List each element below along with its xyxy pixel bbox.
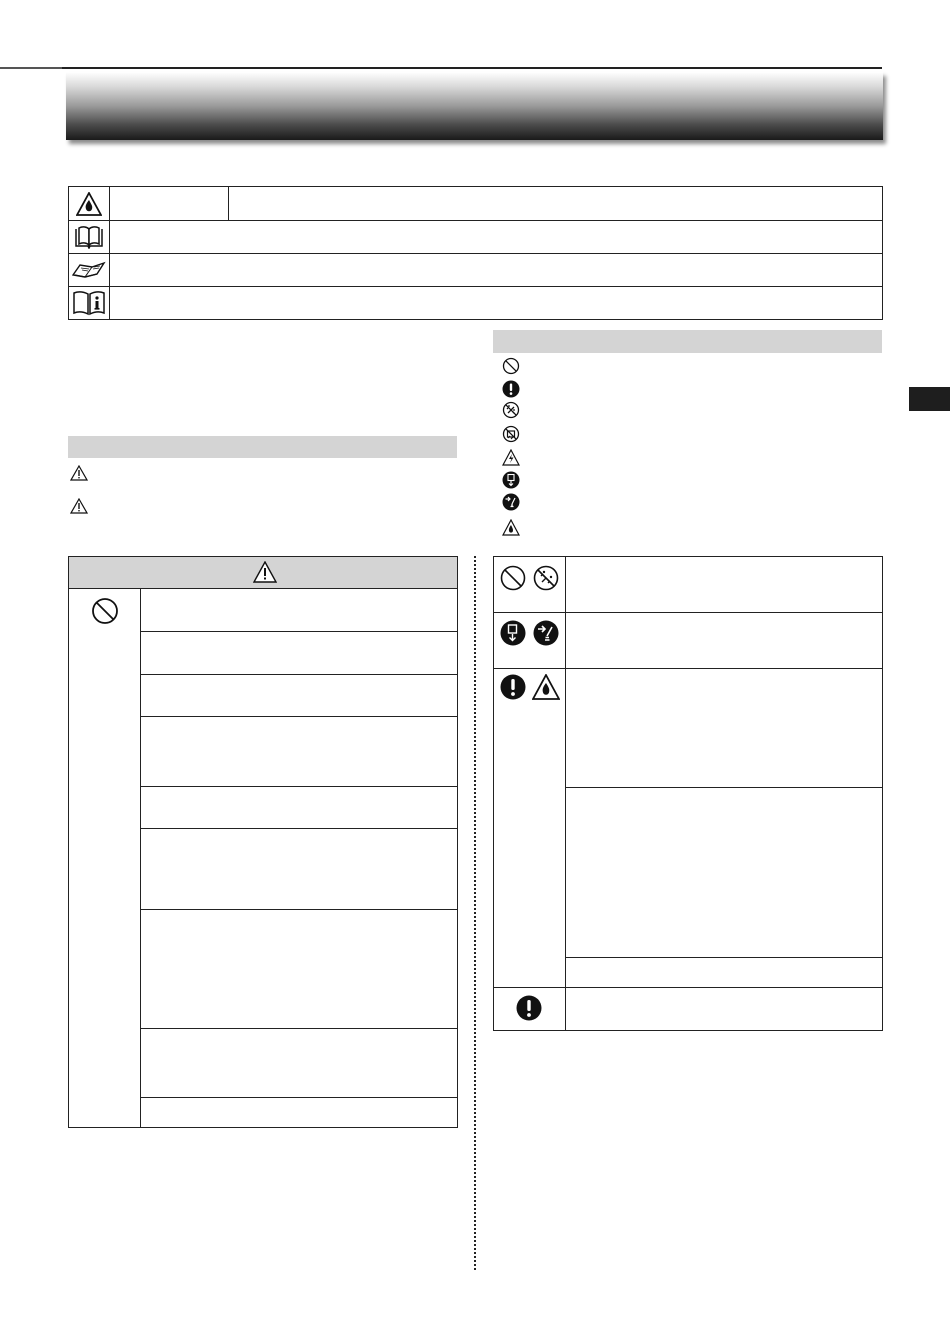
legend-icon-cell: [69, 254, 110, 287]
table-rule: [565, 787, 883, 788]
table-rule: [140, 1028, 458, 1029]
legend-text: [110, 287, 883, 320]
open-manual-icon: [69, 259, 109, 281]
legend-icon-cell: [69, 287, 110, 320]
no-water-splash-icon: [502, 425, 520, 443]
legend-text: [110, 254, 883, 287]
legend-text: [110, 221, 883, 254]
legend-icon-cell: [69, 187, 110, 221]
left-section-header: [68, 436, 457, 458]
table-rule: [140, 716, 458, 717]
unplug-icon: [502, 471, 520, 489]
table-rule: [565, 957, 883, 958]
symbol-list-item: [502, 493, 528, 511]
mandatory-icon: [500, 674, 526, 700]
warning-triangle-icon: [253, 561, 277, 583]
table-rule: [140, 1097, 458, 1098]
header-rule-left: [0, 67, 62, 69]
ground-connection-icon: [502, 493, 520, 511]
header-rule: [0, 67, 882, 69]
table-rule: [565, 556, 566, 1031]
table-rule: [140, 631, 458, 632]
manual-book-icon: [69, 225, 109, 249]
legend-row: [69, 187, 883, 221]
prohibited-icon: [500, 565, 526, 591]
flammable-warning-icon: [69, 192, 109, 216]
table-rule: [493, 668, 883, 669]
table-rule: [140, 828, 458, 829]
symbol-list-item: [502, 425, 528, 443]
table-rule: [493, 612, 883, 613]
warning-triangle-icon: [70, 465, 88, 481]
table-rule: [140, 674, 458, 675]
symbol-list-item: [502, 471, 528, 489]
section-tab: [909, 387, 950, 411]
flammable-warning-icon: [502, 519, 520, 537]
unplug-icon: [500, 620, 526, 646]
table-rule: [68, 588, 458, 589]
warning-table: [68, 556, 458, 1128]
column-divider: [474, 556, 476, 1270]
prohibited-icon: [502, 357, 520, 375]
no-water-splash-icon: [533, 565, 559, 591]
legend-term: [110, 187, 229, 221]
symbol-list-item: [502, 357, 528, 375]
legend-row: [69, 221, 883, 254]
electric-shock-icon: [502, 449, 520, 467]
mandatory-icon: [502, 380, 520, 398]
symbol-list-item: [502, 401, 528, 419]
table-rule: [140, 588, 141, 1128]
legend-row: [69, 254, 883, 287]
symbol-legend-table: [68, 186, 883, 320]
legend-icon-cell: [69, 221, 110, 254]
ground-connection-icon: [533, 620, 559, 646]
legend-text: [229, 187, 883, 221]
no-wet-hands-icon: [502, 401, 520, 419]
table-rule: [493, 987, 883, 988]
left-note-1: [70, 465, 94, 481]
legend-row: [69, 287, 883, 320]
title-banner: [66, 72, 883, 140]
mandatory-icon: [516, 995, 542, 1021]
right-section-header: [493, 330, 882, 353]
warning-table-header: [69, 557, 457, 588]
info-manual-icon: [69, 290, 109, 316]
table-rule: [140, 786, 458, 787]
flammable-warning-icon: [532, 674, 560, 700]
warning-triangle-icon: [70, 498, 88, 514]
symbol-list-item: [502, 519, 528, 537]
table-rule: [140, 909, 458, 910]
symbol-list-item: [502, 380, 528, 398]
left-note-2: [70, 498, 94, 514]
prohibited-icon: [91, 597, 119, 625]
symbol-list-item: [502, 449, 528, 467]
